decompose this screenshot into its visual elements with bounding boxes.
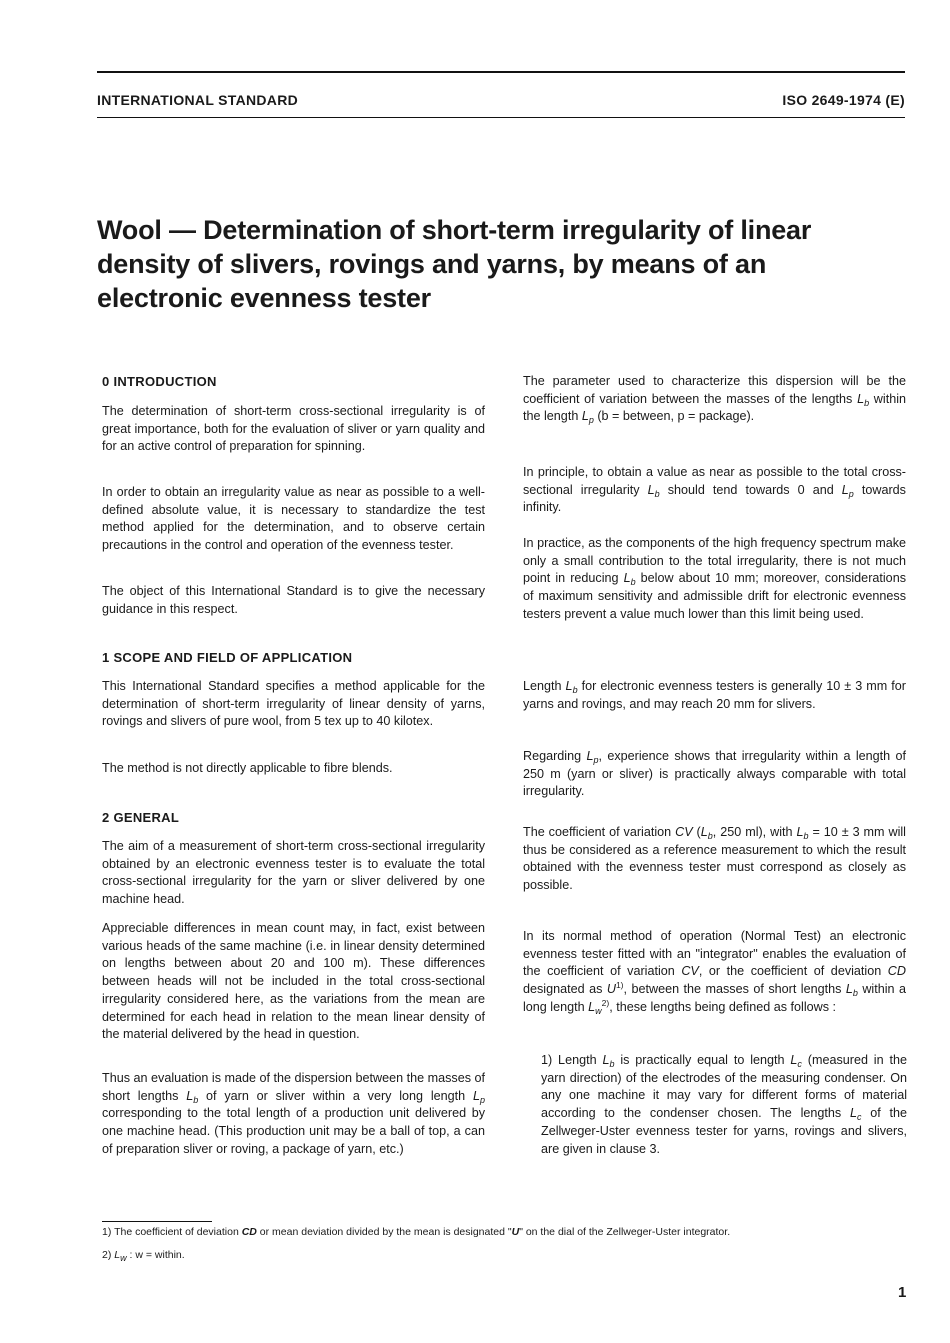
footnote-2: 2) $L_w$ : w = within. bbox=[102, 1249, 185, 1263]
variable-symbol: U bbox=[511, 1226, 520, 1238]
paragraph: Appreciable differences in mean count may, in fact, exist between various heads of the same machine (i.e. in linear density determined on lengths between about 20 and 100 m). These differences between heads will not be included in the total cross-sectional irregularity considered here, as the variations from the mean are determined for each head in relation to the mean linear density of the material delivered by the head in question. bbox=[102, 921, 485, 1042]
list-item: 1) Length $L_b$ is practically equal to length $L_c$ (measured in the yarn direction) of the electrodes of the measuring condenser. On any one machine it may vary for different forms of material according to the condenser chosen. The lengths $L_c$ of the Zellweger-Uster evenness tester for yarns, rovings and slivers, are given in clause 3. bbox=[541, 1053, 907, 1156]
header-rule bbox=[97, 117, 905, 118]
paragraph: In its normal method of operation (Normal Test) an electronic evenness tester fitted with an "integrator" enables the evaluation of the coefficient of variation CV, or the coefficient of deviation CD designated as $U^{1)}$, between the masses of short lengths $L_b$ within a long length $L_w^{2)}$, these lengths being defined as follows : bbox=[523, 929, 906, 1016]
paragraph: The method is not directly applicable to fibre blends. bbox=[102, 761, 393, 775]
variable-symbol: $L_w$ bbox=[114, 1249, 127, 1263]
section-heading: 0 INTRODUCTION bbox=[102, 374, 217, 389]
paragraph: In order to obtain an irregularity value as near as possible to a well-defined absolute value, it is necessary to standardize the test method applied for the determination, and to observe certain precautions in the control and operation of the evenness tester. bbox=[102, 485, 485, 553]
header-standard-number: ISO 2649-1974 (E) bbox=[782, 92, 905, 108]
paragraph: Thus an evaluation is made of the dispersion between the masses of short lengths $L_b$ of yarn or sliver within a very long length $L_p$ corresponding to the total length of a production unit delivered by one machine head. (This production unit may be a ball of top, a can of preparation sliver or roving, a package of yarn, etc.) bbox=[102, 1071, 485, 1156]
variable-symbol: CD bbox=[887, 964, 906, 979]
paragraph: In principle, to obtain a value as near as possible to the total cross-sectional irregularity $L_b$ should tend towards 0 and $L_p$ towards infinity. bbox=[523, 465, 906, 515]
variable-symbol: CV bbox=[681, 964, 699, 979]
paragraph: The determination of short-term cross-sectional irregularity is of great importance, both for the evaluation of sliver or yarn quality and for an active control of preparation for spinning. bbox=[102, 404, 485, 454]
paragraph: This International Standard specifies a method applicable for the determination of short-term irregularity of linear density of yarns, rovings and slivers of pure wool, from 5 tex up to 40 kilotex. bbox=[102, 679, 485, 729]
variable-symbol: $L_p$ bbox=[581, 409, 594, 426]
variable-symbol: $L_b$ bbox=[647, 482, 660, 499]
header-standard-type: INTERNATIONAL STANDARD bbox=[97, 92, 299, 108]
variable-symbol: $L_b$ bbox=[796, 825, 809, 841]
paragraph: The aim of a measurement of short-term cross-sectional irregularity obtained by an electronic evenness tester is to evaluate the total cross-sectional irregularity for the yarn or sliver delivered by one machine head. bbox=[102, 839, 485, 907]
variable-symbol: CV bbox=[675, 825, 693, 839]
variable-symbol: $L_p$ bbox=[472, 1088, 485, 1105]
variable-symbol: $L_p$ bbox=[586, 749, 599, 765]
footnote-rule bbox=[102, 1221, 212, 1222]
variable-symbol: $L_b$ bbox=[845, 982, 858, 999]
variable-symbol: $L_b$ bbox=[565, 679, 578, 695]
paragraph: The object of this International Standard is to give the necessary guidance in this respect. bbox=[102, 584, 485, 616]
section-heading: 2 GENERAL bbox=[102, 810, 180, 825]
variable-symbol: $L_p$ bbox=[841, 482, 854, 499]
variable-symbol: CD bbox=[241, 1226, 257, 1238]
section-heading: 1 SCOPE AND FIELD OF APPLICATION bbox=[102, 650, 353, 665]
variable-symbol: $L_b$ bbox=[700, 825, 713, 841]
variable-symbol: $L_c$ bbox=[849, 1106, 862, 1123]
page-number: 1 bbox=[898, 1284, 907, 1301]
footnote-1: 1) The coefficient of deviation CD or mean deviation divided by the mean is designated "U" on the dial of the Zellweger-Uster integrator. bbox=[102, 1226, 731, 1238]
variable-symbol: $L_c$ bbox=[790, 1053, 802, 1069]
paragraph: The parameter used to characterize this dispersion will be the coefficient of variation between the masses of the lengths $L_b$ within the length $L_p$ (b = between, p = package). bbox=[523, 374, 906, 426]
variable-symbol: $U^{1)}$ bbox=[606, 980, 624, 997]
variable-symbol: $L_w^{2)}$ bbox=[588, 997, 610, 1016]
top-rule bbox=[97, 71, 905, 73]
document-title: Wool — Determination of short-term irregularity of linear density of slivers, rovings and yarns, by means of an electronic evenness tester bbox=[97, 215, 812, 313]
variable-symbol: $L_b$ bbox=[857, 391, 870, 408]
paragraph: In practice, as the components of the high frequency spectrum make only a small contribution to the total irregularity, there is not much point in reducing $L_b$ below about 10 mm; moreover, considerations of maximum sensitivity and admissible drift for electronic evenness testers prevent a value much lower than this limit being used. bbox=[523, 536, 906, 621]
variable-symbol: $L_b$ bbox=[186, 1088, 199, 1105]
paragraph: Regarding $L_p$, experience shows that irregularity within a length of 250 m (yarn or sliver) is practically always comparable with total irregularity. bbox=[523, 749, 906, 799]
variable-symbol: $L_b$ bbox=[602, 1053, 615, 1069]
paragraph: Length $L_b$ for electronic evenness testers is generally 10 ± 3 mm for yarns and rovings, and may reach 20 mm for slivers. bbox=[523, 679, 906, 711]
variable-symbol: $L_b$ bbox=[623, 571, 636, 588]
paragraph: The coefficient of variation CV ($L_b$, 250 ml), with $L_b = 10 \pm 3$ mm will thus be considered as a reference measurement to which the result obtained with the evenness tester must correspond as closely as possible. bbox=[523, 825, 906, 893]
